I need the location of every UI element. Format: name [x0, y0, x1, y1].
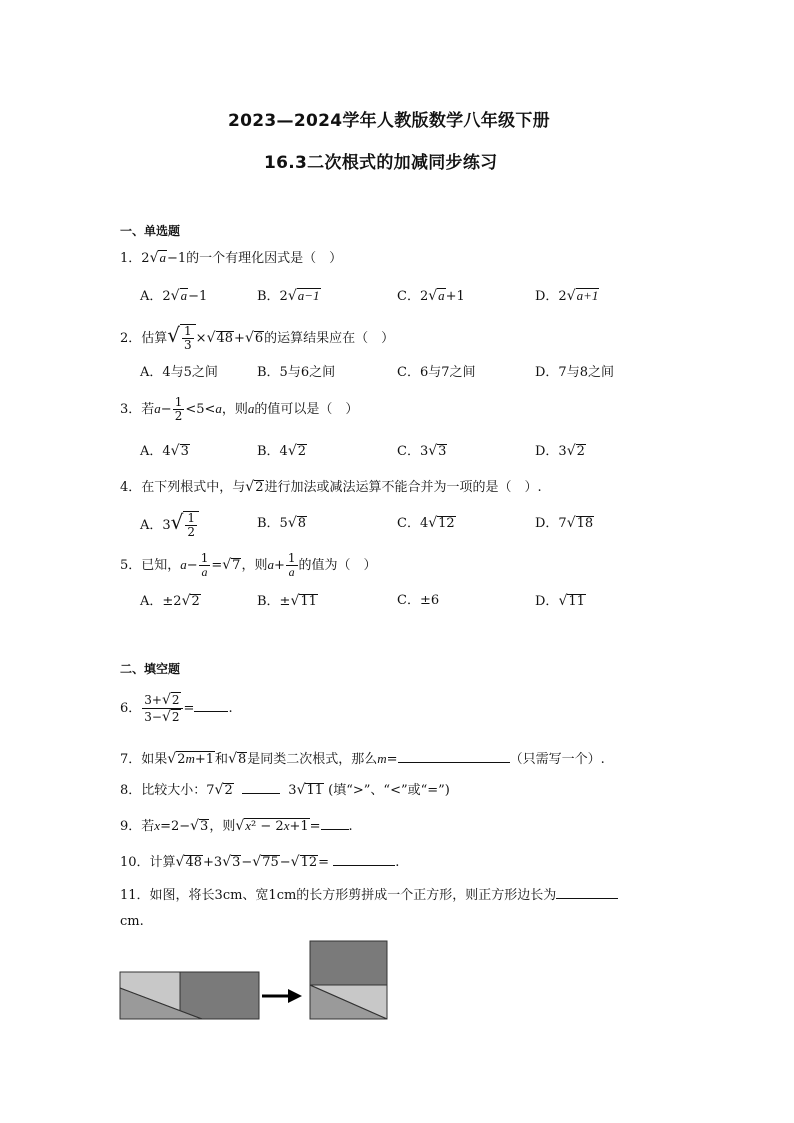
sqrt-icon: √ [214, 782, 224, 798]
square-top-dark [310, 941, 387, 985]
question-9 [120, 815, 353, 837]
q3-option-b[interactable] [257, 441, 307, 462]
q1-option-a-tail: −1 [188, 289, 208, 304]
sqrt-icon: √ [428, 515, 438, 531]
q9-rad-x2: x [283, 818, 290, 833]
q7-text2: （只需写一个）. [509, 752, 605, 767]
q10-eq: = [318, 855, 330, 870]
sqrt-icon: √ [296, 782, 306, 798]
q1-option-c-radicand: a [438, 288, 445, 303]
q5-frac1-den: a [201, 565, 208, 579]
q6-fraction [142, 692, 182, 725]
sqrt-icon: √ [428, 443, 438, 459]
q2-r48: 48 [216, 331, 234, 346]
q6-den-r: 2 [171, 710, 180, 724]
q1-option-d-radicand: a+1 [576, 288, 599, 303]
sqrt-icon: √ [170, 443, 180, 459]
sqrt-icon: √ [287, 288, 297, 304]
q1-option-b[interactable] [257, 286, 321, 307]
q11-figure [118, 938, 398, 1028]
sqrt-icon: √ [287, 515, 297, 531]
sqrt-icon: √ [566, 443, 576, 459]
q3-a1: a [154, 401, 161, 416]
q5-number: 5．已知， [120, 558, 181, 573]
section-fill-blank: 二、填空题 [120, 662, 181, 676]
q3-text2: 的值可以是（ ） [254, 402, 359, 417]
q8-mid: 3 [288, 783, 297, 798]
question-3 [120, 396, 358, 423]
q3-option-c-label: C．3 [397, 444, 429, 459]
q5-option-a[interactable] [140, 591, 201, 612]
q4-option-d-radicand: 18 [576, 516, 594, 531]
q2-plus: + [234, 331, 245, 346]
question-6 [120, 690, 233, 728]
q4-option-a-label: A．3 [140, 518, 171, 533]
q6-end: . [228, 701, 233, 716]
q2-fraction [182, 325, 194, 352]
q4-option-b-radicand: 8 [297, 516, 307, 531]
q7-r1-b: +1 [194, 752, 215, 767]
sqrt-icon: √ [222, 557, 232, 573]
q5-text2: 的值为（ ） [298, 558, 377, 573]
q7-radical-1 [176, 751, 215, 767]
sqrt-icon: √ [167, 751, 177, 767]
q9-number: 9．若 [120, 819, 155, 834]
q4-option-a-den: 2 [187, 525, 196, 539]
q10-p1: +3 [203, 855, 223, 870]
q3-option-c-radicand: 3 [438, 444, 447, 459]
q4-option-b-label: B．5 [257, 516, 288, 531]
sqrt-icon: √ [228, 751, 237, 767]
q8-r11: 11 [306, 783, 324, 798]
q6-answer-blank[interactable] [194, 697, 228, 712]
q1-option-b-radicand: a−1 [297, 288, 320, 303]
q5-eq: = [211, 558, 223, 573]
q9-eq2: = [309, 819, 321, 834]
q3-option-a-label: A．4 [140, 444, 171, 459]
q10-m1: − [241, 855, 253, 870]
q3-number: 3．若 [120, 402, 155, 417]
sqrt-icon: √ [170, 510, 184, 534]
question-11 [120, 884, 618, 906]
q3-option-b-radicand: 2 [297, 444, 307, 459]
q2-option-a[interactable]: A．4与5之间 [140, 365, 218, 380]
sqrt-icon: √ [222, 854, 232, 870]
q4-option-a-radical [183, 511, 199, 539]
sqrt-icon: √ [566, 288, 576, 304]
q5-text1: ，则 [241, 558, 268, 573]
q7-number: 7．如果 [120, 752, 168, 767]
sqrt-icon: √ [252, 854, 262, 870]
q10-r12: 12 [300, 855, 318, 870]
q4-option-a[interactable] [140, 508, 199, 540]
sqrt-icon: √ [566, 515, 576, 531]
q1-option-d-label: D．2 [535, 289, 567, 304]
q1-text: 的一个有理化因式是（ ） [186, 251, 343, 266]
sqrt-icon: √ [170, 288, 180, 304]
q5-option-a-radicand: 2 [191, 594, 200, 609]
q10-r48: 48 [185, 855, 203, 870]
sqrt-icon: √ [161, 709, 171, 725]
q3-option-c[interactable] [397, 441, 447, 462]
sqrt-icon: √ [206, 330, 216, 346]
q3-lt: <5< [185, 402, 216, 417]
q3-option-d[interactable] [535, 441, 586, 462]
q3-option-a-radicand: 3 [180, 444, 189, 459]
q7-answer-blank[interactable] [398, 748, 510, 763]
q6-number: 6． [120, 701, 142, 716]
q2-option-c[interactable]: C．6与7之间 [397, 365, 476, 380]
q7-r8: 8 [237, 752, 247, 767]
q5-plus: + [273, 558, 285, 573]
q9-radical [244, 818, 309, 834]
question-10 [120, 851, 399, 873]
sqrt-icon: √ [428, 288, 438, 304]
question-1 [120, 248, 342, 269]
q2-frac-num: 1 [184, 324, 192, 338]
q9-rad-end: +1 [289, 819, 309, 834]
q5-option-b-label: B．± [257, 594, 291, 609]
rectangle-before [120, 972, 259, 1019]
q3-minus: − [160, 402, 172, 417]
q6-denominator [142, 709, 182, 725]
q8-r2: 2 [224, 783, 233, 798]
q2-option-d[interactable]: D．7与8之间 [535, 365, 614, 380]
q3-a2: a [215, 401, 222, 416]
q2-option-b[interactable]: B．5与6之间 [257, 365, 336, 380]
q3-frac-num: 1 [174, 395, 183, 409]
q3-text1: ，则 [221, 402, 248, 417]
q10-number: 10．计算 [120, 855, 176, 870]
q5-frac1-num: 1 [200, 551, 209, 565]
q3-option-d-label: D．3 [535, 444, 567, 459]
q4-option-c[interactable] [397, 513, 456, 534]
q2-number: 2．估算 [120, 331, 168, 346]
q7-r1-a: 2 [177, 752, 186, 767]
q5-fraction-2 [286, 552, 298, 579]
q5-frac2-den: a [288, 565, 295, 579]
sqrt-icon: √ [190, 818, 200, 834]
q4-r2: 2 [255, 480, 264, 495]
q10-m2: − [279, 855, 291, 870]
sqrt-icon: √ [149, 250, 159, 266]
q4-option-d[interactable] [535, 513, 594, 534]
q4-option-c-radicand: 12 [438, 516, 455, 531]
q10-end: . [395, 855, 400, 870]
sqrt-icon: √ [290, 593, 300, 609]
question-2 [120, 322, 394, 352]
q2-text: 的运算结果应在（ ） [264, 331, 395, 346]
q2-times: × [195, 331, 207, 346]
page-title: 2023—2024学年人教版数学八年级下册 [228, 111, 550, 131]
sqrt-icon: √ [244, 330, 254, 346]
q5-a2: a [267, 557, 274, 572]
q11-unit: cm. [120, 914, 144, 929]
q3-option-a[interactable] [140, 441, 190, 462]
q9-end: . [348, 819, 353, 834]
q4-number: 4．在下列根式中，与 [120, 480, 246, 495]
q1-coef: 2 [141, 251, 150, 266]
q7-and: 和 [215, 752, 229, 767]
q7-eq: = [386, 752, 398, 767]
sqrt-icon: √ [167, 323, 181, 347]
q7-text1: 是同类二次根式，那么 [247, 752, 378, 767]
sqrt-icon: √ [558, 593, 568, 609]
sqrt-icon: √ [245, 479, 255, 495]
sqrt-icon: √ [161, 692, 171, 708]
q5-option-a-label: A．±2 [140, 594, 182, 609]
q1-option-a-radicand: a [180, 288, 188, 303]
q4-option-b[interactable] [257, 513, 307, 534]
q1-option-c-label: C．2 [397, 289, 429, 304]
question-7 [120, 748, 605, 770]
q8-number: 8．比较大小：7 [120, 783, 215, 798]
q1-option-d[interactable] [535, 286, 599, 307]
q7-m: m [377, 751, 387, 766]
q7-r1-m: m [185, 751, 195, 766]
question-4 [120, 477, 542, 498]
sqrt-icon: √ [181, 593, 191, 609]
q1-minus: −1 [166, 251, 187, 266]
q1-option-c[interactable] [397, 286, 465, 307]
q11-answer-blank[interactable] [556, 884, 618, 899]
q8-text: (填“>”、“<”或“=”) [328, 783, 450, 798]
q1-number: 1． [120, 251, 142, 266]
q6-num-r: 2 [171, 693, 180, 707]
q5-option-d-radicand: 11 [568, 594, 585, 609]
q4-option-d-label: D．7 [535, 516, 567, 531]
q3-fraction [173, 396, 185, 423]
q5-r7: 7 [232, 558, 241, 573]
square-after [310, 941, 387, 1019]
question-8 [120, 779, 450, 801]
question-5 [120, 551, 377, 580]
q4-option-a-fraction [185, 512, 197, 539]
q1-radicand: a [159, 250, 166, 265]
q9-x: x [154, 818, 161, 833]
q2-r6: 6 [254, 331, 264, 346]
q10-r3: 3 [232, 855, 241, 870]
q2-frac-radical [180, 324, 196, 352]
q5-frac2-num: 1 [287, 551, 296, 565]
q8-answer-blank[interactable] [242, 779, 280, 794]
q6-eq: = [183, 701, 195, 716]
q1-option-a-label: A．2 [140, 289, 171, 304]
q6-numerator [142, 692, 182, 709]
arrow-icon [262, 989, 302, 1003]
q3-a3: a [247, 401, 255, 416]
sqrt-icon: √ [175, 854, 185, 870]
q1-option-a[interactable] [140, 286, 207, 307]
q4-option-c-label: C．4 [397, 516, 429, 531]
q9-eq1: =2− [160, 819, 191, 834]
q3-frac-den: 2 [174, 409, 183, 423]
q4-text: 进行加法或减法运算不能合并为一项的是（ ）. [264, 480, 542, 495]
q9-text1: ，则 [209, 819, 236, 834]
q9-r3: 3 [200, 819, 209, 834]
q10-r75: 75 [262, 855, 279, 870]
sqrt-icon: √ [290, 854, 300, 870]
q5-option-d-label: D． [535, 594, 559, 609]
q5-option-d[interactable] [535, 591, 586, 612]
q9-rad-rest: ² − 2 [251, 819, 284, 834]
q9-rad-x: x [245, 818, 252, 833]
q5-option-b[interactable] [257, 591, 318, 612]
q9-answer-blank[interactable] [321, 815, 349, 830]
q4-option-a-num: 1 [187, 511, 196, 525]
section-single-choice: 一、单选题 [120, 224, 181, 238]
sqrt-icon: √ [235, 818, 245, 834]
q1-option-b-label: B．2 [257, 289, 288, 304]
q5-option-c[interactable]: C．±6 [397, 593, 440, 608]
q3-option-d-radicand: 2 [576, 444, 585, 459]
q1-option-c-tail: +1 [445, 289, 465, 304]
q3-option-b-label: B．4 [257, 444, 288, 459]
q10-answer-blank[interactable] [333, 851, 395, 866]
q2-frac-den: 3 [184, 338, 192, 352]
page-subtitle: 16.3二次根式的加减同步练习 [264, 153, 498, 173]
q5-minus: − [186, 558, 198, 573]
q5-option-b-radicand: 11 [300, 594, 317, 609]
q11-text: 11．如图，将长3cm、宽1cm的长方形剪拼成一个正方形，则正方形边长为 [120, 888, 557, 903]
q6-num-a: 3+ [144, 693, 162, 707]
q6-den-a: 3− [144, 710, 162, 724]
q5-fraction-1 [199, 552, 211, 579]
q5-a1: a [180, 557, 187, 572]
sqrt-icon: √ [287, 443, 297, 459]
